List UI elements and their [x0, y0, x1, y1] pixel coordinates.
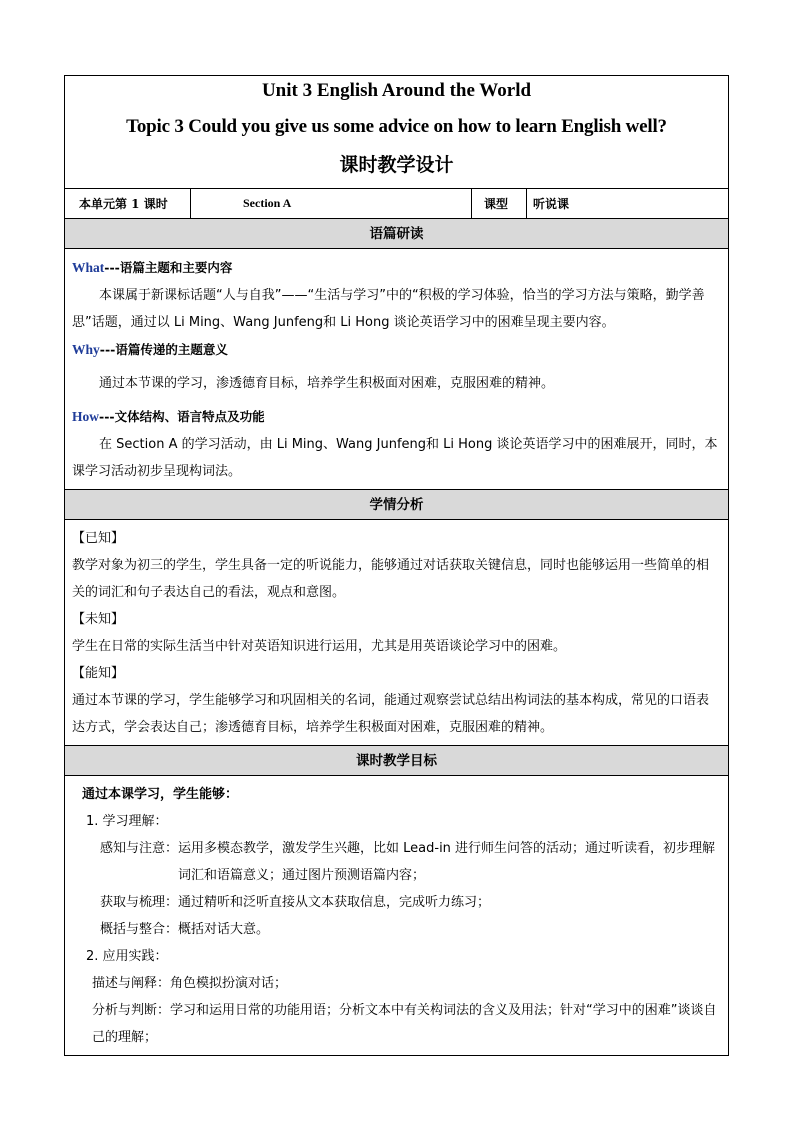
what-title: ---语篇主题和主要内容: [104, 260, 233, 275]
analysis-heading: 学情分析: [64, 490, 729, 520]
what-heading: [72, 254, 721, 282]
goal-summarize: [72, 916, 721, 943]
lesson-type-label: 课型: [472, 189, 527, 218]
goal-describe-key: 描述与阐释：: [92, 976, 171, 991]
how-label: How: [72, 409, 99, 424]
how-title: ---文体结构、语言特点及功能: [99, 409, 265, 424]
goal-item-1-title: 1. 学习理解：: [86, 814, 168, 829]
reading-heading: 语篇研读: [64, 219, 729, 249]
goals-heading: 课时教学目标: [64, 746, 729, 776]
goal-summarize-text: 概括对话大意。: [178, 922, 270, 937]
what-label: What: [72, 260, 105, 275]
goal-acquire: [72, 889, 721, 916]
lesson-type-value: 听说课: [533, 197, 570, 211]
goals-intro: 通过本课学习，学生能够：: [82, 787, 239, 802]
analysis-content: [64, 520, 729, 746]
goal-acquire-key: 获取与梳理：: [100, 895, 179, 910]
goal-analyze-text: 学习和运用日常的功能用语；分析文本中有关构词法的含义及用法；针对“学习中的困难”谈谈自己的理解；: [92, 1003, 717, 1045]
unit-title: Unit 3 English Around the World: [261, 80, 532, 101]
section-name: Section A: [191, 189, 472, 218]
unknown-text: 学生在日常的实际生活当中针对英语知识进行运用，尤其是用英语谈论学习中的困难。: [72, 639, 567, 654]
able-text: 通过本节课的学习，学生能够学习和巩固相关的名词，能通过观察尝试总结出构词法的基本构成，常见的口语表达方式，学会表达自己；渗透德育目标，培养学生积极面对困难，克服困难的精神。: [72, 693, 710, 735]
goal-perceive-text: 运用多模态教学，激发学生兴趣，比如 Lead-in 进行师生问答的活动；通过听读看，初步理解词汇和语篇意义；通过图片预测语篇内容；: [178, 841, 716, 883]
goals-content: [64, 776, 729, 1056]
able-label: 【能知】: [72, 666, 125, 681]
goal-describe-text: 角色模拟扮演对话；: [170, 976, 288, 991]
document-title: 课时教学设计: [339, 154, 454, 176]
lesson-number: 本单元第 1 课时: [65, 189, 191, 218]
info-row: [64, 189, 729, 219]
known-label: 【已知】: [72, 531, 125, 546]
how-text: 在 Section A 的学习活动，由 Li Ming、Wang Junfeng和 Li Hong 谈论英语学习中的困难展开，同时，本课学习活动初步呈现构词法。: [72, 437, 718, 479]
lesson-plan-document: [64, 75, 729, 1056]
what-text: 本课属于新课标话题“人与自我”——“生活与学习”中的“积极的学习体验，恰当的学习方法与策略，勤学善思”话题，通过以 Li Ming、Wang Junfeng和 Li Hong 谈论英语学习中的困难呈现主要内容。: [72, 288, 705, 330]
unknown-label: 【未知】: [72, 612, 125, 627]
reading-content: [64, 249, 729, 490]
why-heading: [72, 336, 721, 364]
why-text: 通过本节课的学习，渗透德育目标，培养学生积极面对困难，克服困难的精神。: [99, 376, 555, 391]
goal-analyze: [72, 997, 721, 1051]
why-title: ---语篇传递的主题意义: [99, 342, 228, 357]
goal-perceive: [72, 835, 721, 889]
goal-acquire-text: 通过精听和泛听直接从文本获取信息，完成听力练习；: [178, 895, 491, 910]
how-heading: [72, 403, 721, 431]
title-block: [64, 75, 729, 189]
topic-title: Topic 3 Could you give us some advice on how to learn English well?: [126, 116, 667, 137]
goal-item-2-title: 2. 应用实践：: [86, 949, 168, 964]
goal-describe: [72, 970, 721, 997]
goal-analyze-key: 分析与判断：: [92, 1003, 171, 1018]
known-text: 教学对象为初三的学生，学生具备一定的听说能力，能够通过对话获取关键信息，同时也能够运用一些简单的相关的词汇和句子表达自己的看法，观点和意图。: [72, 558, 710, 600]
goal-perceive-key: 感知与注意：: [100, 841, 179, 856]
goal-summarize-key: 概括与整合：: [100, 922, 179, 937]
why-label: Why: [72, 342, 100, 357]
